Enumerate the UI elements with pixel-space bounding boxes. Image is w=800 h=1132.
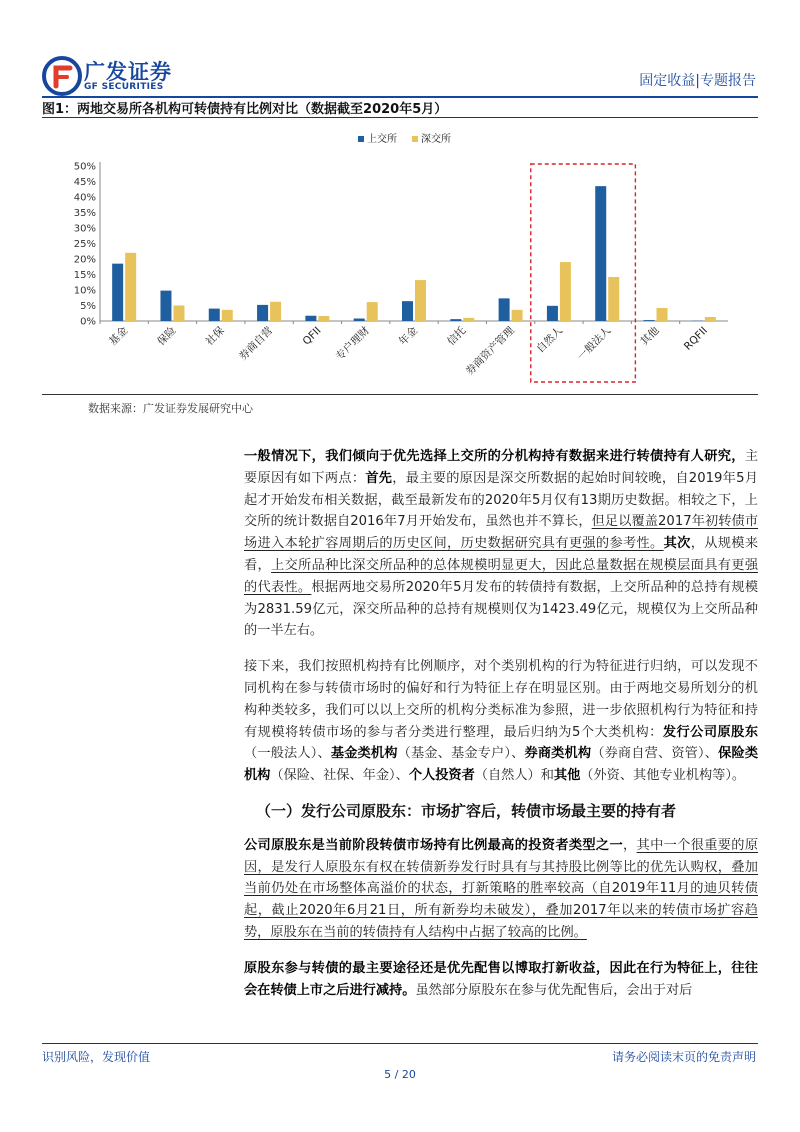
- text-run: 基金类机构: [330, 746, 398, 762]
- text-run: （自然人）和: [474, 768, 554, 784]
- x-category-label: 年金: [396, 324, 421, 348]
- footer-disclaimer-link[interactable]: 请务必阅读末页的免责声明: [611, 1050, 756, 1064]
- x-category-label: 一般法人: [575, 324, 614, 363]
- text-run: 其中一个很重要的原因，是发行人原股东有权在转债新券发行时具有与其持股比例等比的优先认购权，叠加当前仍处在市场整体高溢价的状态，打新策略的胜率较高（自2019年11月的迪贝转债起，截止2020年6月21日，所有新券均未破发），叠加2017年以来的转债市场扩容趋势，原股东在当前的转债持有人结构中占据了较高的比例。: [244, 837, 759, 940]
- x-category-label: 其他: [638, 324, 662, 348]
- company-name: 广发证券: [84, 60, 172, 84]
- text-run: 其他: [553, 768, 581, 784]
- body-text: [244, 446, 758, 1015]
- figure-source: 数据来源：广发证券发展研究中心: [88, 402, 253, 415]
- page-number: 5 / 20: [384, 1068, 416, 1081]
- footer-slogan: 识别风险，发现价值: [42, 1050, 151, 1064]
- x-category-label: 专户理财: [333, 324, 372, 363]
- bar-sse-4: [305, 316, 316, 321]
- bar-sse-8: [499, 298, 510, 321]
- text-run: 首先: [365, 470, 393, 486]
- x-category-label: 保险: [155, 324, 179, 348]
- bar-sse-7: [450, 319, 461, 321]
- text-run: 上交所品种比深交所品种的总体规模明显更大，因此总量数据在规模层面具有更强的代表性。: [244, 557, 759, 595]
- paragraph-1: [244, 446, 758, 642]
- text-run: 一般情况下，我们倾向于优先选择上交所的分机构持有数据来进行转债持有人研究，: [244, 449, 745, 464]
- bar-szse-10: [608, 277, 619, 321]
- bar-szse-7: [463, 318, 474, 321]
- text-run: 保险类机构: [244, 746, 759, 784]
- paragraph-2: [244, 656, 758, 787]
- bar-szse-9: [560, 262, 571, 321]
- legend-label: 上交所: [367, 134, 397, 145]
- y-tick-label: 40%: [73, 192, 96, 204]
- gf-securities-logo-icon: [42, 56, 82, 96]
- text-run: 其次: [663, 536, 691, 552]
- text-run: 个人投资者: [408, 768, 475, 784]
- y-tick-label: 0%: [80, 316, 96, 328]
- bar-szse-4: [318, 316, 329, 321]
- figure-title-divider: [42, 117, 758, 118]
- bar-sse-0: [112, 264, 123, 321]
- text-run: ，最主要的原因是深交所数据的起始时间较晚，自2019年5月起才开始发布相关数据，截至最新发布的2020年5月仅有13期历史数据。相较之下，上交所的统计数据自2016年7月开始发布，虽然也并不算长，: [244, 470, 759, 530]
- bar-szse-8: [512, 310, 523, 321]
- x-category-label: 信托: [445, 324, 469, 348]
- bar-sse-5: [354, 319, 365, 321]
- y-tick-label: 45%: [73, 177, 96, 188]
- legend-label: 深交所: [421, 134, 451, 145]
- y-tick-label: 25%: [73, 239, 96, 250]
- text-run: 主要原因有如下两点：: [244, 449, 758, 486]
- footer-divider: [42, 1043, 758, 1044]
- bar-sse-9: [547, 306, 558, 321]
- section-title: （一）发行公司原股东：市场扩容后，转债市场最主要的持有者: [256, 801, 677, 820]
- bar-sse-6: [402, 301, 413, 321]
- figure-bottom-divider: [42, 394, 758, 395]
- text-run: 根据两地交易所2020年5月发布的转债持有数据，上交所品种的总持有规模为2831.59亿元，深交所品种的总持有规模则仅为1423.49亿元，规模仅为上交所品种的一半左右。: [244, 579, 759, 639]
- text-run: 虽然部分原股东在参与优先配售后，会出于对后: [415, 982, 693, 998]
- bar-sse-2: [209, 309, 220, 321]
- document-type: 固定收益|专题报告: [639, 73, 756, 89]
- x-category-label: RQFII: [681, 324, 710, 353]
- text-run: （外资、其他专业机构等）。: [580, 768, 746, 784]
- bar-szse-12: [705, 317, 716, 321]
- bar-szse-1: [173, 306, 184, 322]
- bar-sse-1: [160, 291, 171, 321]
- y-tick-label: 10%: [73, 285, 96, 297]
- y-tick-label: 15%: [73, 270, 96, 281]
- text-run: 公司原股东是当前阶段转债市场持有比例最高的投资者类型之一: [244, 837, 623, 853]
- x-category-label: 券商资产管理: [463, 324, 517, 378]
- bar-sse-3: [257, 305, 268, 321]
- y-tick-label: 50%: [73, 161, 96, 173]
- text-run: 券商类机构: [524, 746, 592, 762]
- text-run: （保险、社保、年金）、: [270, 768, 409, 784]
- x-category-label: 基金: [106, 324, 131, 348]
- text-run: 但足以覆盖2017年初转债市场进入本轮扩容周期后的历史区间，历史数据研究具有更强的参考性。: [244, 514, 759, 552]
- holding-ratio-bar-chart: [42, 122, 758, 390]
- y-tick-label: 35%: [73, 208, 96, 219]
- text-run: 发行公司原股东: [662, 724, 759, 740]
- x-category-label: 社保: [203, 324, 227, 348]
- text-run: 接下来，我们按照机构持有比例顺序，对个类别机构的行为特征进行归纳，可以发现不同机构在参与转债市场时的偏好和行为特征上存在明显区别。由于两地交易所划分的机构种类较多，我们可以以上交所的机构分类标准为参照，进一步依照机构行为特征和持有规模将转债市场的参与者分类进行整理，最后归纳为5个大类机构：: [244, 659, 758, 740]
- legend-swatch: [412, 136, 418, 142]
- bar-szse-5: [367, 302, 378, 321]
- bar-szse-11: [657, 308, 668, 321]
- text-run: （券商自营、资管）、: [591, 746, 719, 762]
- bar-szse-6: [415, 280, 426, 321]
- text-run: （基金、基金专户）、: [397, 746, 525, 762]
- y-tick-label: 20%: [73, 254, 96, 266]
- bar-szse-2: [222, 310, 233, 321]
- company-name-en: GF SECURITIES: [84, 82, 164, 92]
- paragraph-4: [244, 958, 758, 1002]
- paragraph-3: [244, 835, 758, 944]
- text-run: （一般法人）、: [244, 746, 331, 762]
- bar-sse-10: [595, 186, 606, 321]
- bar-szse-0: [125, 253, 136, 321]
- legend-swatch: [358, 136, 364, 142]
- y-tick-label: 30%: [73, 223, 96, 235]
- bar-szse-3: [270, 302, 281, 321]
- x-category-label: QFII: [300, 324, 324, 348]
- x-category-label: 券商自营: [237, 324, 276, 363]
- text-run: ，: [623, 837, 637, 853]
- x-category-label: 自然人: [534, 324, 566, 356]
- bar-sse-11: [644, 320, 655, 321]
- figure-title: 图1：两地交易所各机构可转债持有比例对比（数据截至2020年5月）: [42, 102, 448, 117]
- text-run: 原股东参与转债的最主要途径还是优先配售以博取打新收益，因此在行为特征上，往往会在转债上市之后进行减持。: [244, 960, 758, 998]
- text-run: ，从规模来看，: [244, 536, 759, 573]
- y-tick-label: 5%: [80, 301, 96, 312]
